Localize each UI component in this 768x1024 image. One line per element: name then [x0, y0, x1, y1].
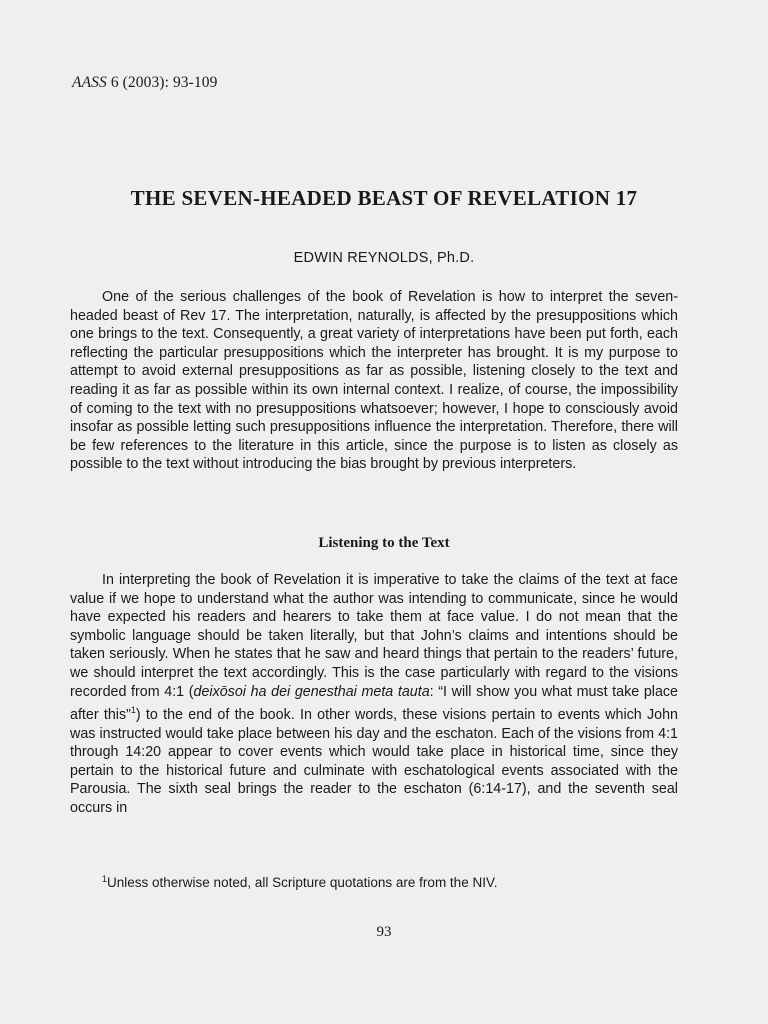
article-author: EDWIN REYNOLDS, Ph.D. — [293, 250, 475, 266]
section-paragraph — [70, 571, 678, 817]
greek-transliteration: deixōsoi ha dei genesthai meta tauta — [193, 683, 430, 700]
page-number: 93 — [376, 924, 392, 940]
journal-citation — [72, 74, 217, 92]
journal-abbreviation: AASS — [72, 74, 107, 91]
footnote-marker: 1 — [102, 874, 108, 884]
section-text-part2: ) to the end of the book. In other words, these visions pertain to events which John was instructed would take place between his day and the eschaton. Each of the visions from 4:1 through 14:20 appear to cover events which would take place in historical time, since they pertain to the historical future and culminate with eschatological events associated with the Parousia. The sixth seal brings the reader to the eschaton (6:14-17), and the seventh seal occurs in — [70, 706, 678, 816]
section-text-quote: : “I will show you what must take place after this” — [70, 683, 679, 723]
intro-paragraph: One of the serious challenges of the book of Revelation is how to interpret the seven-headed beast of Rev 17. The interpretation, naturally, is affected by the presuppositions which one brings to the text. Consequently, a great variety of interpretations have been put forth, each reflecting the particular presuppositions which the interpreter has brought. It is my purpose to attempt to avoid external presuppositions as far as possible, listening closely to the text and reading it as far as possible within its own internal context. I realize, of course, the impossibility of coming to the text with no presuppositions whatsoever; however, I hope to consciously avoid insofar as possible letting such presuppositions influence the interpretation. Therefore, there will be few references to the literature in this article, since the purpose is to listen as closely as possible to the text without introducing the bias brought by previous interpreters. — [70, 289, 678, 473]
footnote-text: Unless otherwise noted, all Scripture quotations are from the NIV. — [107, 875, 498, 890]
section-heading: Listening to the Text — [318, 535, 450, 551]
footnote-reference[interactable]: 1 — [130, 705, 136, 716]
article-title: THE SEVEN-HEADED BEAST OF REVELATION 17 — [130, 186, 638, 210]
citation-details: 6 (2003): 93-109 — [106, 74, 218, 91]
footnote — [102, 874, 497, 890]
section-text-part1: In interpreting the book of Revelation it is imperative to take the claims of the text at face value if we hope to understand what the author was intending to communicate, since he would have expected his readers and hearers to take them at face value. I do not mean that the symbolic language should be taken literally, but that John’s claims and intentions should be taken seriously. When he states that he saw and heard things that pertain to the readers’ future, we should interpret the text accordingly. This is the case particularly with regard to the visions recorded from 4:1 ( — [70, 572, 678, 700]
